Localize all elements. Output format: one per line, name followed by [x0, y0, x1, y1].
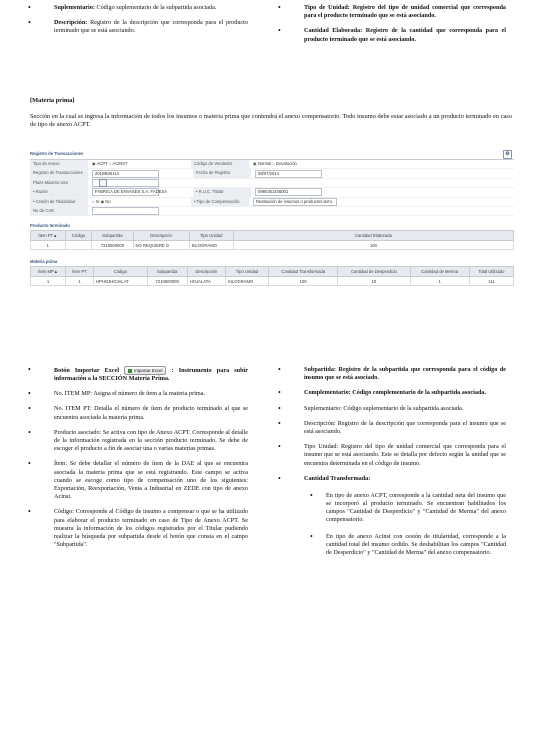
field-label: Tipo de Anexo [30, 160, 88, 168]
list-item: • No. ITEM MP: Asigna el número de ítem a la materia prima. [20, 390, 248, 398]
list-item: • Ítem: Se debe detallar el número de ítem de la DAE al que se encuentra asociada la materia prima que se está registrando. Este campo se activa cuando se escoge como tipo de compensación uno de los siguientes: Exportación, Reexportación, Venta a Industrial en ZEDE con tipo de anexo Acinst. [20, 460, 248, 501]
settings-icon[interactable]: ⚙ [503, 150, 512, 159]
bottom-left-column [20, 366, 248, 556]
column-header[interactable]: Ítem PT▲ [31, 231, 66, 241]
field-input[interactable]: Restitución de insumos o productos term. [253, 198, 337, 206]
product-table-title: Producto terminado [30, 223, 70, 229]
list-item: • Botón Importar Excel Importar Excel : Instrumento para subir información a la SECCIÓN Materia Prima. [20, 366, 248, 383]
list-item: • Descripción: Registro de la descripción que corresponda para el insumo que se está asociando. [270, 420, 506, 436]
list-item: • Tipo de Unidad: Registro del tipo de unidad comercial que corresponda para el producto terminado que se está asociando. [270, 4, 506, 20]
transactions-panel [30, 149, 514, 286]
list-item: • Cantidad Elaborada: Registro de la cantidad que corresponda para el producto terminado que se está asociando. [270, 27, 506, 43]
material-table-title: Materia prima [30, 259, 58, 265]
column-header[interactable]: Tipo Unidad [189, 231, 233, 241]
list-item: • Cantidad Transformada: [270, 475, 506, 483]
column-header[interactable]: Ítem MP▲ [31, 267, 66, 277]
radio-group[interactable]: ◉ ACPT ○ ACINST [92, 161, 128, 167]
field-label: No de CAE [30, 207, 88, 215]
field-label: Plazo Máximo Uso [30, 179, 88, 187]
column-header[interactable]: Subpartida [92, 231, 133, 241]
column-header[interactable]: Cantidad de Desperdicio [338, 267, 410, 277]
form-row [30, 169, 514, 178]
column-header[interactable]: Cantidad Transformada [269, 267, 338, 277]
list-item: • Suplementario: Código suplementario de la subpartida asociada. [20, 4, 248, 12]
table-cell: 1 [66, 277, 94, 286]
form-row [30, 198, 514, 207]
table-cell: KILOGRAMO [189, 241, 233, 250]
list-item: • Descripción: Registro de la descripción que corresponda para el producto terminado que se está asociando. [20, 19, 248, 35]
column-header[interactable]: Código [65, 231, 92, 241]
table-row[interactable] [31, 241, 514, 250]
column-header[interactable]: Ítem PT [66, 267, 94, 277]
table-cell: 7210500000 [92, 241, 133, 250]
table-cell: 100 [233, 241, 513, 250]
column-header[interactable]: Subpartida [147, 267, 187, 277]
sub-list-item: • En tipo de anexo ACPT, corresponde a la cantidad neta del insumo que se incorporó al producto terminado. Se encuentran habilitados los campos "Cantidad de Desperdicio" y "Cantidad de Merma" del anexo compensatorio. [304, 492, 506, 525]
calendar-icon[interactable] [99, 179, 107, 187]
radio-group[interactable]: ○ Si ◉ No [92, 198, 111, 204]
table-cell: 1 [31, 277, 66, 286]
column-header[interactable]: Descripción [133, 231, 189, 241]
column-header[interactable]: Código [94, 267, 148, 277]
intro-paragraph: Sección en la cual se ingresa la información de todos los insumos o materia prima que contendrá el anexo compensatorio. Todo insumo debe estar asociado a un producto terminado en caso de tipo de anexo ACPT. [30, 113, 512, 129]
table-row[interactable] [31, 277, 514, 286]
column-header[interactable]: Cantidad de Merma [410, 267, 469, 277]
table-cell: NO REQUIERE D [133, 241, 189, 250]
list-item: • Código: Corresponde al Código de insumo a compensar o que se ha utilizado para elaborar el producto terminado en caso de Tipo de Anexo ACPT. Se muestra la información de los códigos registrados por el Titular pudiendo realizar la búsqueda por subpartida desde el botón que consta en el campo "Subpartida". [20, 508, 248, 549]
field-input[interactable]: FABRICA DE ENVASES S.A. FADESA [92, 188, 159, 196]
form-row [30, 160, 514, 169]
list-item: • Complementario: Código complementario de la subpartida asociada. [270, 389, 506, 397]
field-label: • R.U.C. Titular [193, 188, 251, 196]
field-input[interactable]: 201BB00114 [92, 170, 159, 178]
field-input[interactable] [92, 207, 159, 215]
table-cell: 111 [469, 277, 513, 286]
bottom-right-column [270, 366, 506, 565]
table-cell: 10 [338, 277, 410, 286]
table-cell: HOJALATA [187, 277, 225, 286]
top-right-column [270, 4, 506, 51]
field-label: Fecha de Registro [193, 169, 251, 177]
material-table [30, 266, 514, 286]
field-label: • Cesión de Titularidad [30, 198, 88, 206]
list-item: • No. ITEM PT: Detalla el número de ítem de producto terminado al que se encuentra asociada la materia prima. [20, 405, 248, 421]
table-cell: 1 [31, 241, 66, 250]
field-input[interactable]: 0990351405001 [255, 188, 322, 196]
field-label: • Razón [30, 188, 88, 196]
radio-group[interactable]: ◉ Normal ○ Devolución [253, 161, 297, 167]
panel-title: Registro de Transacciones ⚙ [30, 149, 514, 160]
table-cell: 7210500000 [147, 277, 187, 286]
list-item: • Tipo Unidad: Registro del tipo de unidad comercial que corresponda para el insumo que se está asociando. Este se detalla por defecto según la unidad que se encuentra determinada en el código de insumo. [270, 443, 506, 468]
product-table [30, 230, 514, 250]
column-header[interactable]: Descripción [187, 267, 225, 277]
list-item: • Suplementario: Código suplementario de la subpartida asociada. [270, 405, 506, 413]
section-title: [Materia prima] [30, 97, 75, 104]
table-cell: 1 [410, 277, 469, 286]
excel-icon [128, 369, 132, 373]
column-header[interactable]: Cantidad Elaborada [233, 231, 513, 241]
import-excel-button[interactable]: Importar Excel [124, 366, 166, 375]
form-row [30, 188, 514, 197]
table-cell [65, 241, 92, 250]
top-left-column [20, 4, 248, 43]
sub-list [270, 492, 506, 557]
table-cell: KILOGRAMO [225, 277, 268, 286]
form-row [30, 207, 514, 216]
form-row [30, 179, 514, 188]
list-item: • Producto asociado: Se activa con tipo de Anexo ACPT. Corresponde al detalle de la información registrada en la sección producto terminado. Se debe de escoger el producto a fin de asociar una o varias materias primas. [20, 429, 248, 454]
table-cell: 100 [269, 277, 338, 286]
table-cell: HPHOJHOJALAT [94, 277, 148, 286]
sub-list-item: • En tipo de anexo Acinst con cesión de titularidad, corresponde a la cantidad total del insumo cedido. Se deshabilitan los campos "Cantidad de Desperdicio" y "Cantidad de Merma" del anexo compensatorio. [304, 533, 506, 558]
field-label: Código de Vendedor [191, 160, 249, 168]
list-item: • Subpartida: Registro de la subpartida que corresponda para el código de insumo que se está asociado. [270, 366, 506, 382]
field-label: • Tipo de Compensación [191, 198, 249, 206]
field-label: Registro de Transacciones [30, 169, 88, 177]
field-input[interactable]: 09/07/2014 [255, 170, 322, 178]
column-header[interactable]: Total Utilizado [469, 267, 513, 277]
column-header[interactable]: Tipo Unidad [225, 267, 268, 277]
